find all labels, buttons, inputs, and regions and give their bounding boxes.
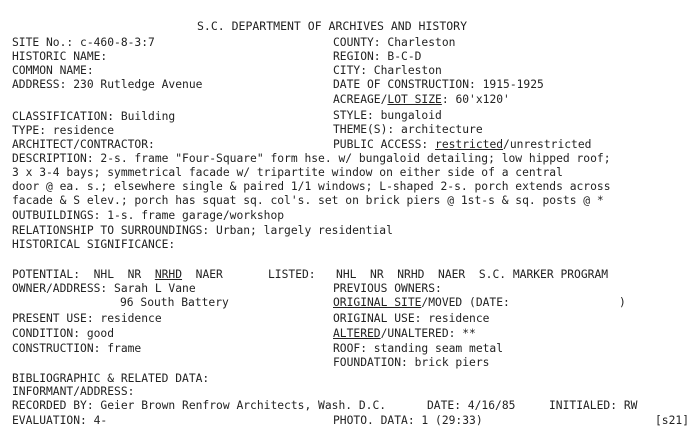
owner-address-line2: 96 South Battery [120, 296, 229, 309]
description-line: facade & S elev.; porch has squat sq. col's. set on brick piers @ 1st-s & sq. posts @ * [12, 194, 604, 207]
present-use: PRESENT USE: residence [12, 312, 162, 325]
address: ADDRESS: 230 Rutledge Avenue [12, 78, 203, 91]
common-name: COMMON NAME: [12, 64, 94, 77]
date-recorded: DATE: 4/16/85 [427, 399, 516, 412]
original-site-label: ORIGINAL SITE [333, 296, 422, 309]
public-access-restricted: restricted [435, 138, 504, 151]
potential [12, 268, 223, 281]
themes: THEME(S): architecture [333, 123, 483, 136]
owner-address: OWNER/ADDRESS: Sarah L Vane [12, 282, 196, 295]
public-access-label: PUBLIC ACCESS: [333, 138, 436, 151]
description-line: door @ ea. s.; elsewhere single & paired 1/1 windows; L-shaped 2-s. porch extends across [12, 180, 611, 193]
initialed: INITIALED: RW [549, 399, 638, 412]
city: CITY: Charleston [333, 64, 442, 77]
original-site-moved [333, 296, 510, 309]
county: COUNTY: Charleston [333, 36, 456, 49]
altered-label: ALTERED [333, 327, 381, 340]
potential-nrhd: NRHD [154, 268, 183, 281]
lot-size-label: LOT SIZE [387, 93, 442, 106]
potential-naer: NAER [182, 268, 223, 281]
historical-significance: HISTORICAL SIGNIFICANCE: [12, 238, 176, 251]
type: TYPE: residence [12, 124, 115, 137]
original-use: ORIGINAL USE: residence [333, 312, 490, 325]
condition: CONDITION: good [12, 327, 115, 340]
moved-date-close: ) [619, 296, 626, 309]
historic-name: HISTORIC NAME: [12, 50, 108, 63]
department-header: S.C. DEPARTMENT OF ARCHIVES AND HISTORY [197, 19, 468, 33]
photo-data: PHOTO. DATA: 1 (29:33) [333, 414, 483, 427]
reference-code: [s21] [655, 414, 690, 427]
architect-contractor: ARCHITECT/CONTRACTOR: [12, 138, 155, 151]
site-number: SITE No.: c-460-8-3:7 [12, 36, 155, 49]
region: REGION: B-C-D [333, 50, 422, 63]
unaltered-label: /UNALTERED: ** [380, 327, 476, 340]
construction: CONSTRUCTION: frame [12, 342, 142, 355]
moved-date-label: /MOVED (DATE: [421, 296, 510, 309]
potential-label: POTENTIAL: NHL NR [12, 268, 155, 281]
style: STYLE: bungaloid [333, 109, 442, 122]
public-access [333, 138, 591, 151]
description-line: DESCRIPTION: 2-s. frame "Four-Square" form hse. w/ bungaloid detailing; low hipped roof; [12, 152, 611, 165]
lot-size-value: : 60'x120' [441, 93, 510, 106]
listed: LISTED: NHL NR NRHD NAER S.C. MARKER PROGRAM [268, 268, 609, 281]
acreage-lot-size [333, 93, 510, 106]
recorded-by: RECORDED BY: Geier Brown Renfrow Architects, Wash. D.C. [12, 399, 387, 412]
bibliographic-data: BIBLIOGRAPHIC & RELATED DATA: [12, 372, 210, 385]
roof: ROOF: standing seam metal [333, 342, 504, 355]
altered-unaltered [333, 327, 476, 340]
relationship-to-surroundings: RELATIONSHIP TO SURROUNDINGS: Urban; largely residential [12, 224, 393, 237]
description-line: 3 x 3-4 bays; symmetrical facade w/ tripartite window on either side of a central [12, 166, 563, 179]
public-access-rest: /unrestricted [503, 138, 592, 151]
classification: CLASSIFICATION: Building [12, 110, 176, 123]
evaluation: EVALUATION: 4- [12, 414, 108, 427]
date-of-construction: DATE OF CONSTRUCTION: 1915-1925 [333, 78, 544, 91]
outbuildings: OUTBUILDINGS: 1-s. frame garage/workshop [12, 209, 285, 222]
informant-address: INFORMANT/ADDRESS: [12, 385, 135, 398]
previous-owners: PREVIOUS OWNERS: [333, 282, 442, 295]
acreage-label: ACREAGE/ [333, 93, 388, 106]
foundation: FOUNDATION: brick piers [333, 356, 490, 369]
